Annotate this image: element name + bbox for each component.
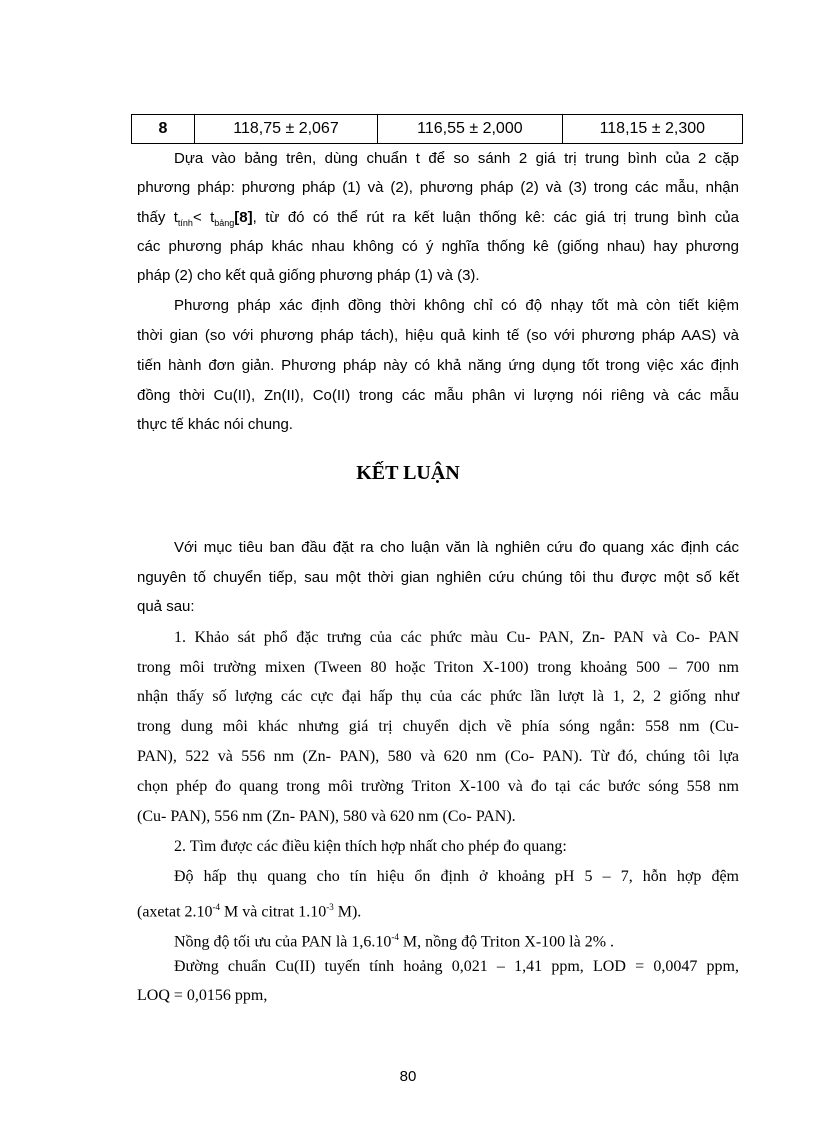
text-line: nguyên tố chuyển tiếp, sau một thời gian nghiên cứu chúng tôi thu được một số kết <box>137 569 739 586</box>
text-line: Đường chuẩn Cu(II) tuyến tính hoảng 0,021 – 1,41 ppm, LOD = 0,0047 ppm, <box>174 958 739 975</box>
text-line: trong dung môi khác nhưng giá trị chuyển dịch về phía sóng ngắn: 558 nm (Cu- <box>137 718 739 735</box>
text-line: Với mục tiêu ban đầu đặt ra cho luận văn là nghiên cứu đo quang xác định các <box>174 539 739 556</box>
text-line: 1. Khảo sát phổ đặc trưng của các phức màu Cu- PAN, Zn- PAN và Co- PAN <box>174 629 739 646</box>
text-line: Nồng độ tối ưu của PAN là $1,6.10^{-4}$ M, nồng độ Triton X-100 là 2% . <box>174 932 615 951</box>
table-cell-method-3: 118,15 ± 2,300 <box>562 115 742 143</box>
text-line: chọn phép đo quang trong môi trường Triton X-100 và đo tại các bước sóng 558 nm <box>137 778 739 795</box>
citation-ref: [8] <box>234 209 253 226</box>
text-line: 2. Tìm được các điều kiện thích hợp nhất cho phép đo quang: <box>174 838 567 855</box>
table-cell-method-1: 118,75 ± 2,067 <box>194 115 377 143</box>
text-line: trong môi trường mixen (Tween 80 hoặc Triton X-100) trong khoảng 500 – 700 nm <box>137 659 739 676</box>
text-line: Dựa vào bảng trên, dùng chuẩn t để so sánh 2 giá trị trung bình của 2 cặp <box>174 150 739 167</box>
table-cell-index: 8 <box>158 120 168 137</box>
section-heading: KẾT LUẬN <box>356 462 460 484</box>
text-line: quả sau: <box>137 598 195 615</box>
text-line: tiến hành đơn giản. Phương pháp này có khả năng ứng dụng tốt trong việc xác định <box>137 357 739 374</box>
text-line: (Cu- PAN), 556 nm (Zn- PAN), 580 và 620 nm (Co- PAN). <box>137 808 516 825</box>
page-number: 80 <box>399 1068 417 1085</box>
text-line: (axetat $2.10^{-4}$ M và citrat $1.10^{-3}$ M). <box>137 902 362 921</box>
text-line: thấy $t_{tính}< t_{bảng}[8]$, từ đó có thể rút ra kết luận thống kê: các giá trị trung bình của <box>137 209 739 228</box>
text-line: thời gian (so với phương pháp tách), hiệu quả kinh tế (so với phương pháp AAS) và <box>137 327 739 344</box>
text-line: Phương pháp xác định đồng thời không chỉ có độ nhạy tốt mà còn tiết kiệm <box>174 297 739 314</box>
text-line: phương pháp: phương pháp (1) và (2), phương pháp (2) và (3) trong các mẫu, nhận <box>137 179 739 196</box>
text-line: Độ hấp thụ quang cho tín hiệu ổn định ở khoảng pH 5 – 7, hỗn hợp đệm <box>174 868 739 885</box>
text-line: các phương pháp khác nhau không có ý nghĩa thống kê (giống nhau) hay phương <box>137 238 739 255</box>
text-line: nhận thấy số lượng các cực đại hấp thụ của các phức lần lượt là 1, 2, 2 giống như <box>137 688 739 705</box>
text-line: PAN), 522 và 556 nm (Zn- PAN), 580 và 620 nm (Co- PAN). Từ đó, chúng tôi lựa <box>137 748 739 765</box>
results-table-row <box>131 114 743 144</box>
text-line: LOQ = 0,0156 ppm, <box>137 987 268 1004</box>
text-line: pháp (2) cho kết quả giống phương pháp (1) và (3). <box>137 267 480 284</box>
table-cell-method-2: 116,55 ± 2,000 <box>377 115 561 143</box>
text-line: đồng thời Cu(II), Zn(II), Co(II) trong các mẫu phân vi lượng nói riêng và các mẫu <box>137 387 739 404</box>
text-line: thực tế khác nói chung. <box>137 416 293 433</box>
